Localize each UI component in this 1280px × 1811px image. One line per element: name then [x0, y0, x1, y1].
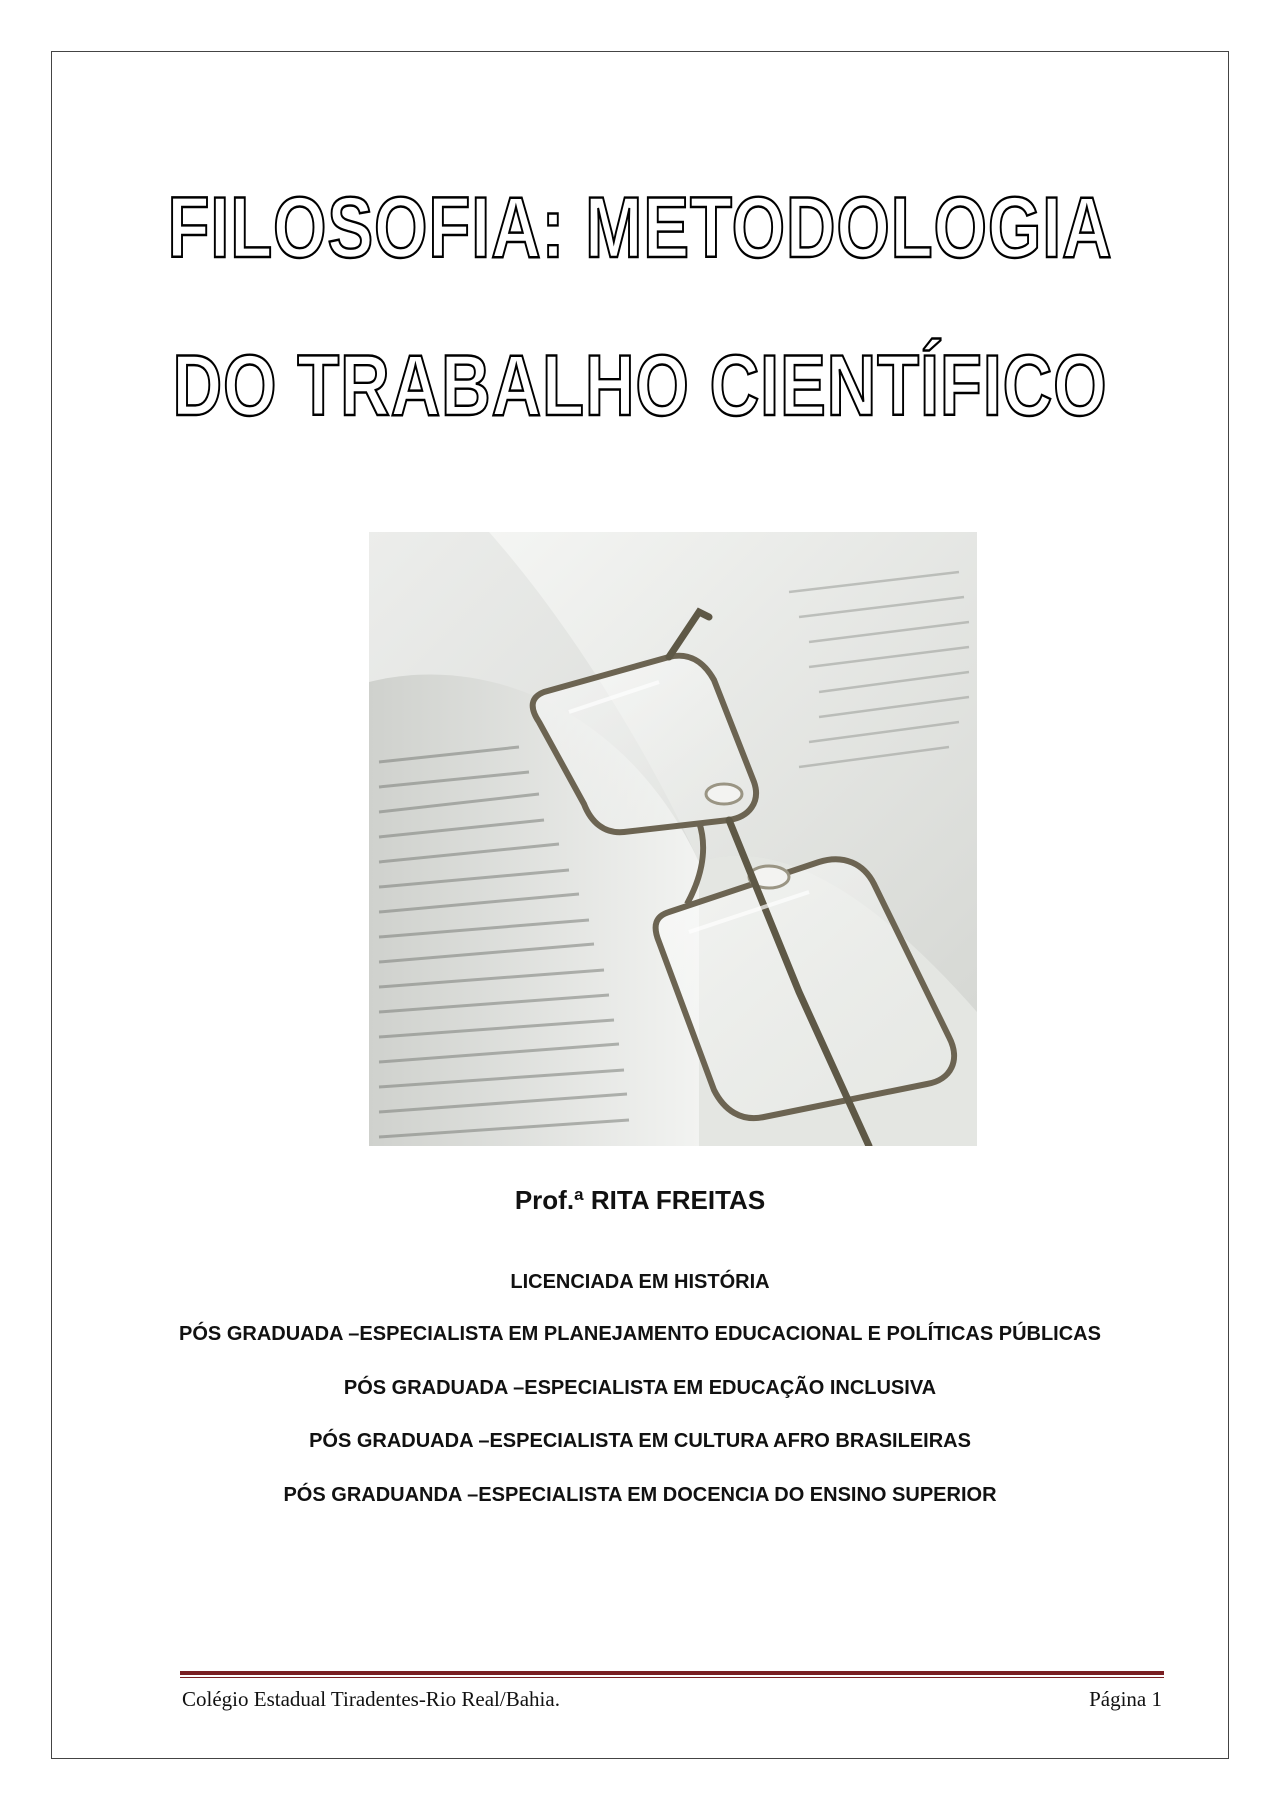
credential-line: PÓS GRADUANDA –ESPECIALISTA EM DOCENCIA DO ENSINO SUPERIOR: [283, 1484, 997, 1506]
credential-line: LICENCIADA EM HISTÓRIA: [510, 1271, 770, 1293]
cover-image-glasses-on-book: [369, 532, 977, 1146]
footer-rule-thick: [180, 1671, 1164, 1675]
credential-line: PÓS GRADUADA –ESPECIALISTA EM EDUCAÇÃO INCLUSIVA: [343, 1377, 937, 1399]
credential-line: PÓS GRADUADA –ESPECIALISTA EM PLANEJAMENTO EDUCACIONAL E POLÍTICAS PÚBLICAS: [179, 1323, 1101, 1345]
footer-rule-thin: [180, 1677, 1164, 1678]
footer-school-name: Colégio Estadual Tiradentes-Rio Real/Bahia.: [182, 1687, 560, 1711]
document-title-line-2: DO TRABALHO CIENTÍFICO: [172, 338, 1108, 434]
document-title-line-1: FILOSOFIA: METODOLOGIA: [167, 180, 1113, 276]
credential-line: PÓS GRADUADA –ESPECIALISTA EM CULTURA AFRO BRASILEIRAS: [309, 1430, 971, 1452]
footer-page-number: Página 1: [1089, 1687, 1162, 1711]
author-name: Prof.ª RITA FREITAS: [514, 1185, 766, 1215]
